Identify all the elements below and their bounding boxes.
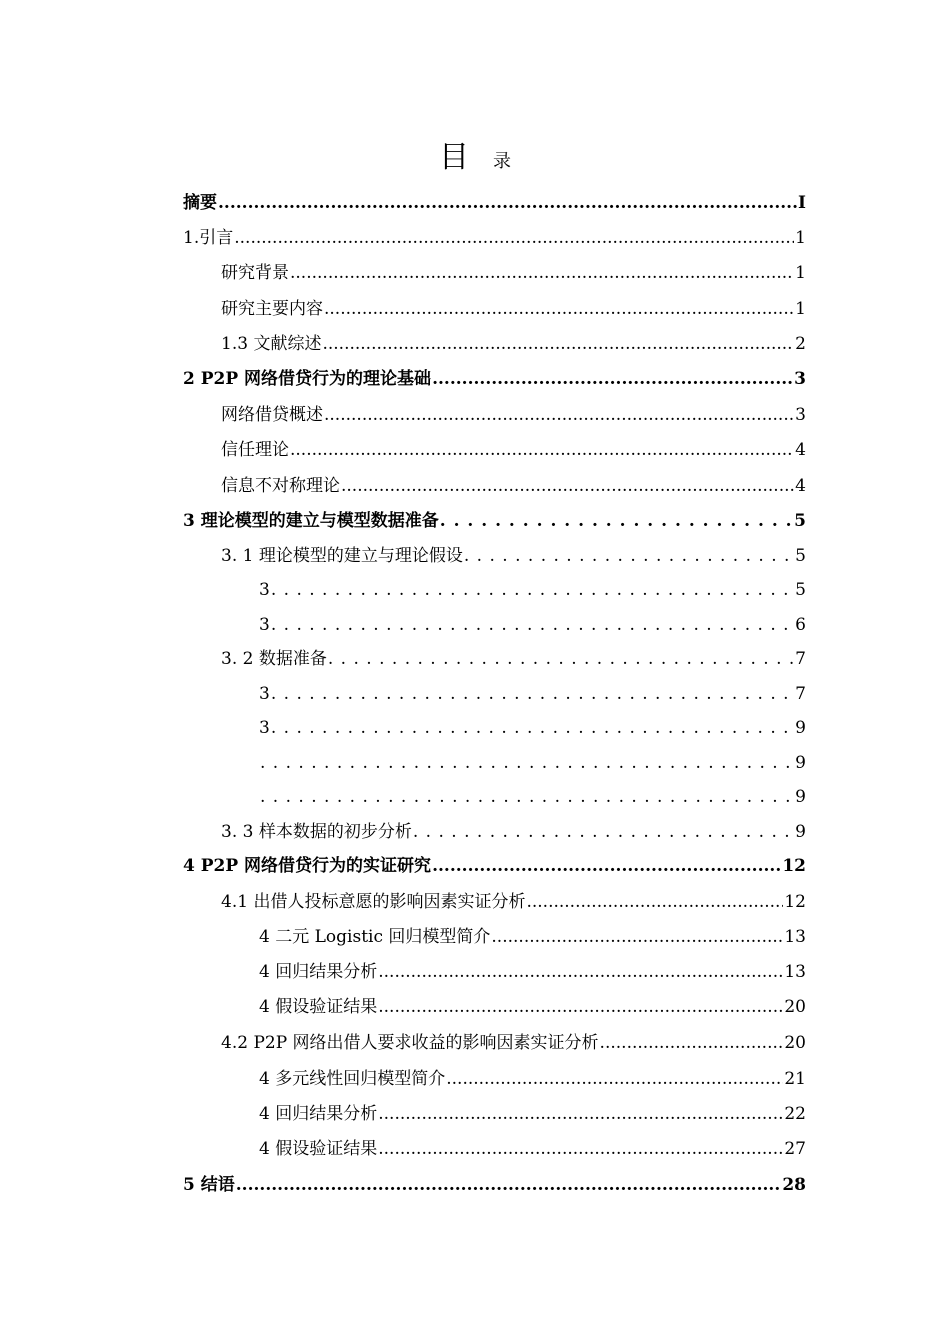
toc-entry-page: 3 [795,405,806,425]
toc-entry-label: 5 结语 [183,1175,235,1195]
toc-entry[interactable] [259,920,806,948]
toc-entry-page: 20 [784,997,806,1017]
toc-dot-leader [290,262,794,284]
toc-entry[interactable] [183,186,806,214]
toc-entry[interactable] [183,504,806,532]
toc-entry-label: 4.1 出借人投标意愿的影响因素实证分析 [221,892,526,912]
toc-entry-page: 5 [795,580,806,600]
toc-entry-page: 7 [795,649,806,669]
toc-entry[interactable] [183,849,806,877]
toc-dot-leader [432,855,781,877]
toc-dot-leader [328,648,794,670]
toc-entry[interactable] [259,1132,806,1160]
toc-entry-page: 12 [782,856,806,876]
toc-entry-page: 9 [795,822,806,842]
toc-entry-page: 27 [784,1139,806,1159]
toc-entry-label: 4 P2P 网络借贷行为的实证研究 [183,856,432,876]
toc-entry-page: 20 [784,1033,806,1053]
toc-entry-page: 9 [795,753,806,773]
toc-entry-page: 9 [795,787,806,807]
toc-entry-label: 摘要 [183,193,217,213]
toc-dot-leader [290,439,794,461]
toc-entry-page: 22 [784,1104,806,1124]
toc-dot-leader [322,333,794,355]
toc-dot-leader [236,1174,782,1196]
toc-dot-leader [218,192,797,214]
toc-entry[interactable] [221,327,806,355]
toc-entry-page: 4 [795,440,806,460]
toc-entry[interactable] [259,573,806,601]
toc-entry[interactable] [221,539,806,567]
toc-entry-label: 1.引言 [183,228,234,248]
toc-entry[interactable] [221,256,806,284]
toc-dot-leader [324,404,794,426]
toc-dot-leader [234,227,794,249]
toc-entry-label: 4 二元 Logistic 回归模型简介 [259,927,491,947]
toc-entry[interactable] [259,955,806,983]
toc-entry-label: 4.2 P2P 网络出借人要求收益的影响因素实证分析 [221,1033,599,1053]
toc-entry-label: 信任理论 [221,440,289,460]
toc-dot-leader [440,510,793,532]
toc-dot-leader [271,579,794,601]
toc-entry-page: 21 [784,1069,806,1089]
toc-heading [0,132,950,176]
toc-entry[interactable] [221,1026,806,1054]
toc-entry-page: 5 [794,511,806,531]
toc-dot-leader [341,475,794,497]
toc-entry-page: 12 [784,892,806,912]
toc-heading-main: 目 [439,140,469,175]
toc-entry-page: 1 [795,263,806,283]
toc-entry[interactable] [259,990,806,1018]
toc-entry[interactable] [259,1062,806,1090]
toc-entry[interactable] [259,780,806,808]
toc-entry-label: 3 [259,718,270,738]
toc-entry-label: 3 [259,615,270,635]
toc-entry-label: 研究主要内容 [221,299,323,319]
toc-entry-label: 3 [259,684,270,704]
toc-dot-leader [271,717,794,739]
toc-entry-page: 9 [795,718,806,738]
toc-dot-leader [260,786,794,808]
toc-entry-page: 28 [782,1175,806,1195]
toc-entry-label: 3. 2 数据准备 [221,649,327,669]
toc-entry[interactable] [221,642,806,670]
toc-entry[interactable] [259,746,806,774]
toc-entry-page: 1 [795,299,806,319]
toc-dot-leader [271,683,794,705]
toc-entry-page: 6 [795,615,806,635]
toc-entry-page: 5 [795,546,806,566]
toc-dot-leader [378,961,783,983]
toc-entry-label: 3 理论模型的建立与模型数据准备 [183,511,439,531]
toc-entry[interactable] [221,885,806,913]
toc-entry-page: 2 [795,334,806,354]
toc-entry[interactable] [183,221,806,249]
toc-entry-page: 13 [784,962,806,982]
toc-entry[interactable] [183,362,806,390]
toc-heading-sub: 录 [493,151,511,172]
toc-dot-leader [413,821,794,843]
toc-entry-page: I [798,193,806,213]
toc-entry[interactable] [221,398,806,426]
toc-entry-page: 3 [794,369,806,389]
toc-dot-leader [378,996,783,1018]
toc-entry-label: 4 多元线性回归模型简介 [259,1069,446,1089]
toc-entry-label: 3 [259,580,270,600]
toc-dot-leader [464,545,794,567]
toc-entry-label: 1.3 文献综述 [221,334,322,354]
toc-dot-leader [432,368,793,390]
toc-entry-page: 7 [795,684,806,704]
toc-entry-page: 1 [795,228,806,248]
toc-entry-label: 信息不对称理论 [221,476,340,496]
toc-entry-label: 研究背景 [221,263,289,283]
toc-entry[interactable] [221,292,806,320]
toc-entry[interactable] [259,1097,806,1125]
toc-dot-leader [271,614,794,636]
toc-entry-label: 4 假设验证结果 [259,1139,378,1159]
toc-entry[interactable] [259,711,806,739]
toc-dot-leader [446,1068,783,1090]
toc-dot-leader [600,1032,784,1054]
toc-dot-leader [526,891,783,913]
toc-entry[interactable] [183,1168,806,1196]
toc-dot-leader [378,1103,783,1125]
toc-entry[interactable] [259,677,806,705]
toc-entry-page: 4 [795,476,806,496]
toc-dot-leader [260,752,794,774]
toc-entry-label: 2 P2P 网络借贷行为的理论基础 [183,369,432,389]
toc-dot-leader [324,298,794,320]
toc-entry-page: 13 [784,927,806,947]
toc-entry-label: 4 假设验证结果 [259,997,378,1017]
toc-dot-leader [491,926,783,948]
toc-entry-label: 网络借贷概述 [221,405,323,425]
toc-dot-leader [378,1138,783,1160]
toc-entry[interactable] [221,433,806,461]
toc-entry-label: 4 回归结果分析 [259,962,378,982]
toc-entry[interactable] [221,469,806,497]
toc-entry-label: 3. 1 理论模型的建立与理论假设 [221,546,463,566]
toc-entry-label: 4 回归结果分析 [259,1104,378,1124]
toc-entry[interactable] [221,815,806,843]
toc-entry-label: 3. 3 样本数据的初步分析 [221,822,412,842]
toc-entry[interactable] [259,608,806,636]
